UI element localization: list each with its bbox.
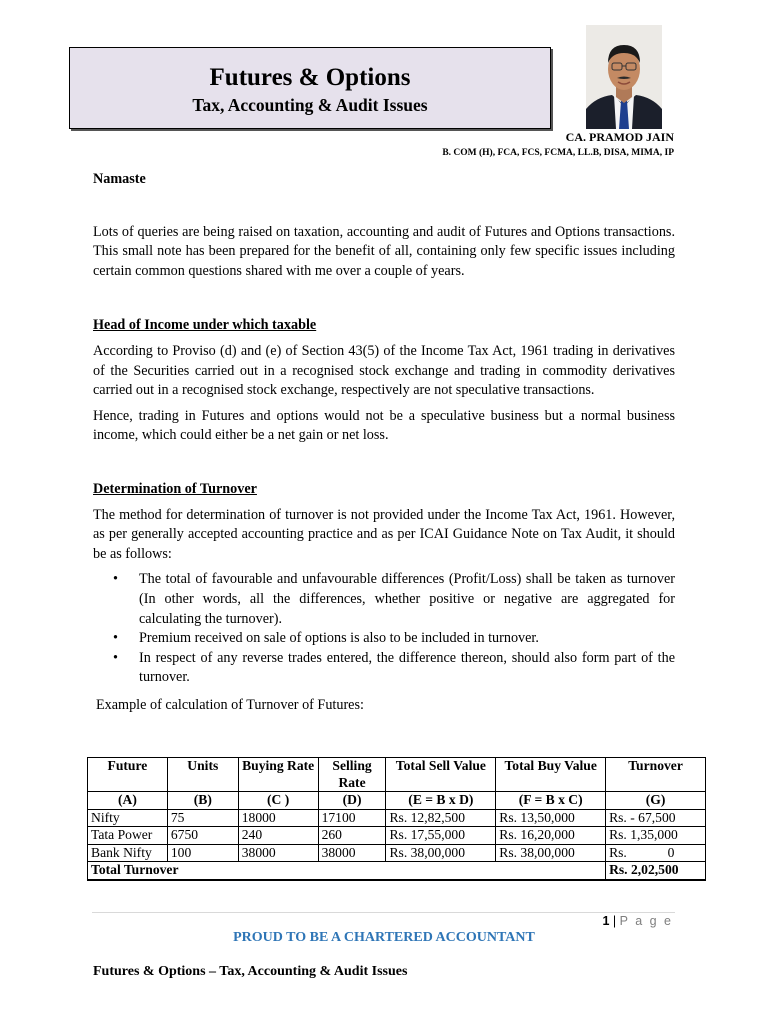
table-cell: Rs. 16,20,000 xyxy=(496,827,606,845)
table-cell: Nifty xyxy=(88,809,168,827)
table-cell: Rs. 1,35,000 xyxy=(606,827,706,845)
table-cell: 6750 xyxy=(167,827,238,845)
intro-paragraph: Lots of queries are being raised on taxation, accounting and audit of Futures and Options transactions. This small note has been prepared for the benefit of all, containing only few specific issues including certain common questions shared with me over a couple of years. xyxy=(93,223,675,279)
table-cell: Rs. - 67,500 xyxy=(606,809,706,827)
author-qualifications: B. COM (H), FCA, FCS, FCMA, LL.B, DISA, MIMA, IP xyxy=(442,148,674,158)
table-cell: 75 xyxy=(167,809,238,827)
table-cell: 17100 xyxy=(318,809,386,827)
column-subheader: (C ) xyxy=(238,792,318,810)
author-name: CA. PRAMOD JAIN xyxy=(565,130,674,144)
list-item: • In respect of any reverse trades entered, the difference thereon, should also form part of the turnover. xyxy=(113,649,675,686)
table-cell: 38000 xyxy=(238,844,318,862)
column-header: Future xyxy=(88,758,168,792)
author-portrait-image xyxy=(586,25,662,129)
table-cell: 38000 xyxy=(318,844,386,862)
column-header: Buying Rate xyxy=(238,758,318,792)
footer-tagline: PROUD TO BE A CHARTERED ACCOUNTANT xyxy=(233,930,535,945)
column-header: Total Sell Value xyxy=(386,758,496,792)
bullet-icon: • xyxy=(113,630,118,647)
table-total-row xyxy=(88,862,706,880)
table-header-row xyxy=(88,758,706,792)
table-subheader-row xyxy=(88,792,706,810)
table-cell: Rs. 0 xyxy=(606,844,706,862)
column-header: Units xyxy=(167,758,238,792)
document-title: Futures & Options xyxy=(209,64,411,91)
list-item: • The total of favourable and unfavourable differences (Profit/Loss) shall be taken as turnover (In other words, all the differences, whether positive or negative are aggregated for calculating the turnover). xyxy=(113,571,675,627)
section2-paragraph-1: The method for determination of turnover is not provided under the Income Tax Act, 1961. However, as per generally accepted accounting practice and as per ICAI Guidance Note on Tax Audit, it should be as follows: xyxy=(93,506,675,562)
table-cell: 240 xyxy=(238,827,318,845)
table-cell: Rs. 38,00,000 xyxy=(386,844,496,862)
column-subheader: (B) xyxy=(167,792,238,810)
greeting: Namaste xyxy=(93,171,146,187)
table-cell: Bank Nifty xyxy=(88,844,168,862)
turnover-table xyxy=(87,757,706,881)
table-row xyxy=(88,827,706,845)
bullet-icon: • xyxy=(113,649,118,666)
table-cell: Rs. 12,82,500 xyxy=(386,809,496,827)
column-header: Total Buy Value xyxy=(496,758,606,792)
table-cell: Rs. 13,50,000 xyxy=(496,809,606,827)
turnover-bullet-list xyxy=(93,570,675,688)
author-photo xyxy=(586,25,662,129)
footer-divider xyxy=(92,912,675,913)
running-footer-title: Futures & Options – Tax, Accounting & Audit Issues xyxy=(93,964,408,979)
column-header: Turnover xyxy=(606,758,706,792)
section-heading-turnover: Determination of Turnover xyxy=(93,480,257,497)
document-body xyxy=(93,170,675,715)
section-heading-head-of-income: Head of Income under which taxable xyxy=(93,317,317,334)
column-subheader: (E = B x D) xyxy=(386,792,496,810)
table-cell: 18000 xyxy=(238,809,318,827)
bullet-icon: • xyxy=(113,571,118,588)
table-row xyxy=(88,844,706,862)
column-subheader: (G) xyxy=(606,792,706,810)
section1-paragraph-1: According to Proviso (d) and (e) of Section 43(5) of the Income Tax Act, 1961 trading in derivatives of the Securities carried out in a recognised stock exchange and trading in commodity derivatives carried out in a recognised stock exchange, respectively are not speculative transactions. xyxy=(93,342,675,399)
column-subheader: (D) xyxy=(318,792,386,810)
section1-paragraph-2: Hence, trading in Futures and options would not be a speculative business but a normal business income, which could either be a net gain or net loss. xyxy=(93,407,675,444)
table-cell: Rs. 17,55,000 xyxy=(386,827,496,845)
title-box xyxy=(69,47,551,129)
table-cell: 260 xyxy=(318,827,386,845)
column-header: Selling Rate xyxy=(318,758,386,792)
table-row xyxy=(88,809,706,827)
page-number: 1 | P a g e xyxy=(602,914,673,928)
total-turnover-value: Rs. 2,02,500 xyxy=(606,862,706,880)
example-caption: Example of calculation of Turnover of Futures: xyxy=(96,696,364,713)
column-subheader: (F = B x C) xyxy=(496,792,606,810)
document-subtitle: Tax, Accounting & Audit Issues xyxy=(192,95,428,115)
column-subheader: (A) xyxy=(88,792,168,810)
list-item: • Premium received on sale of options is also to be included in turnover. xyxy=(93,629,675,649)
table-cell: Tata Power xyxy=(88,827,168,845)
total-turnover-label: Total Turnover xyxy=(88,862,606,880)
table-cell: Rs. 38,00,000 xyxy=(496,844,606,862)
table-cell: 100 xyxy=(167,844,238,862)
